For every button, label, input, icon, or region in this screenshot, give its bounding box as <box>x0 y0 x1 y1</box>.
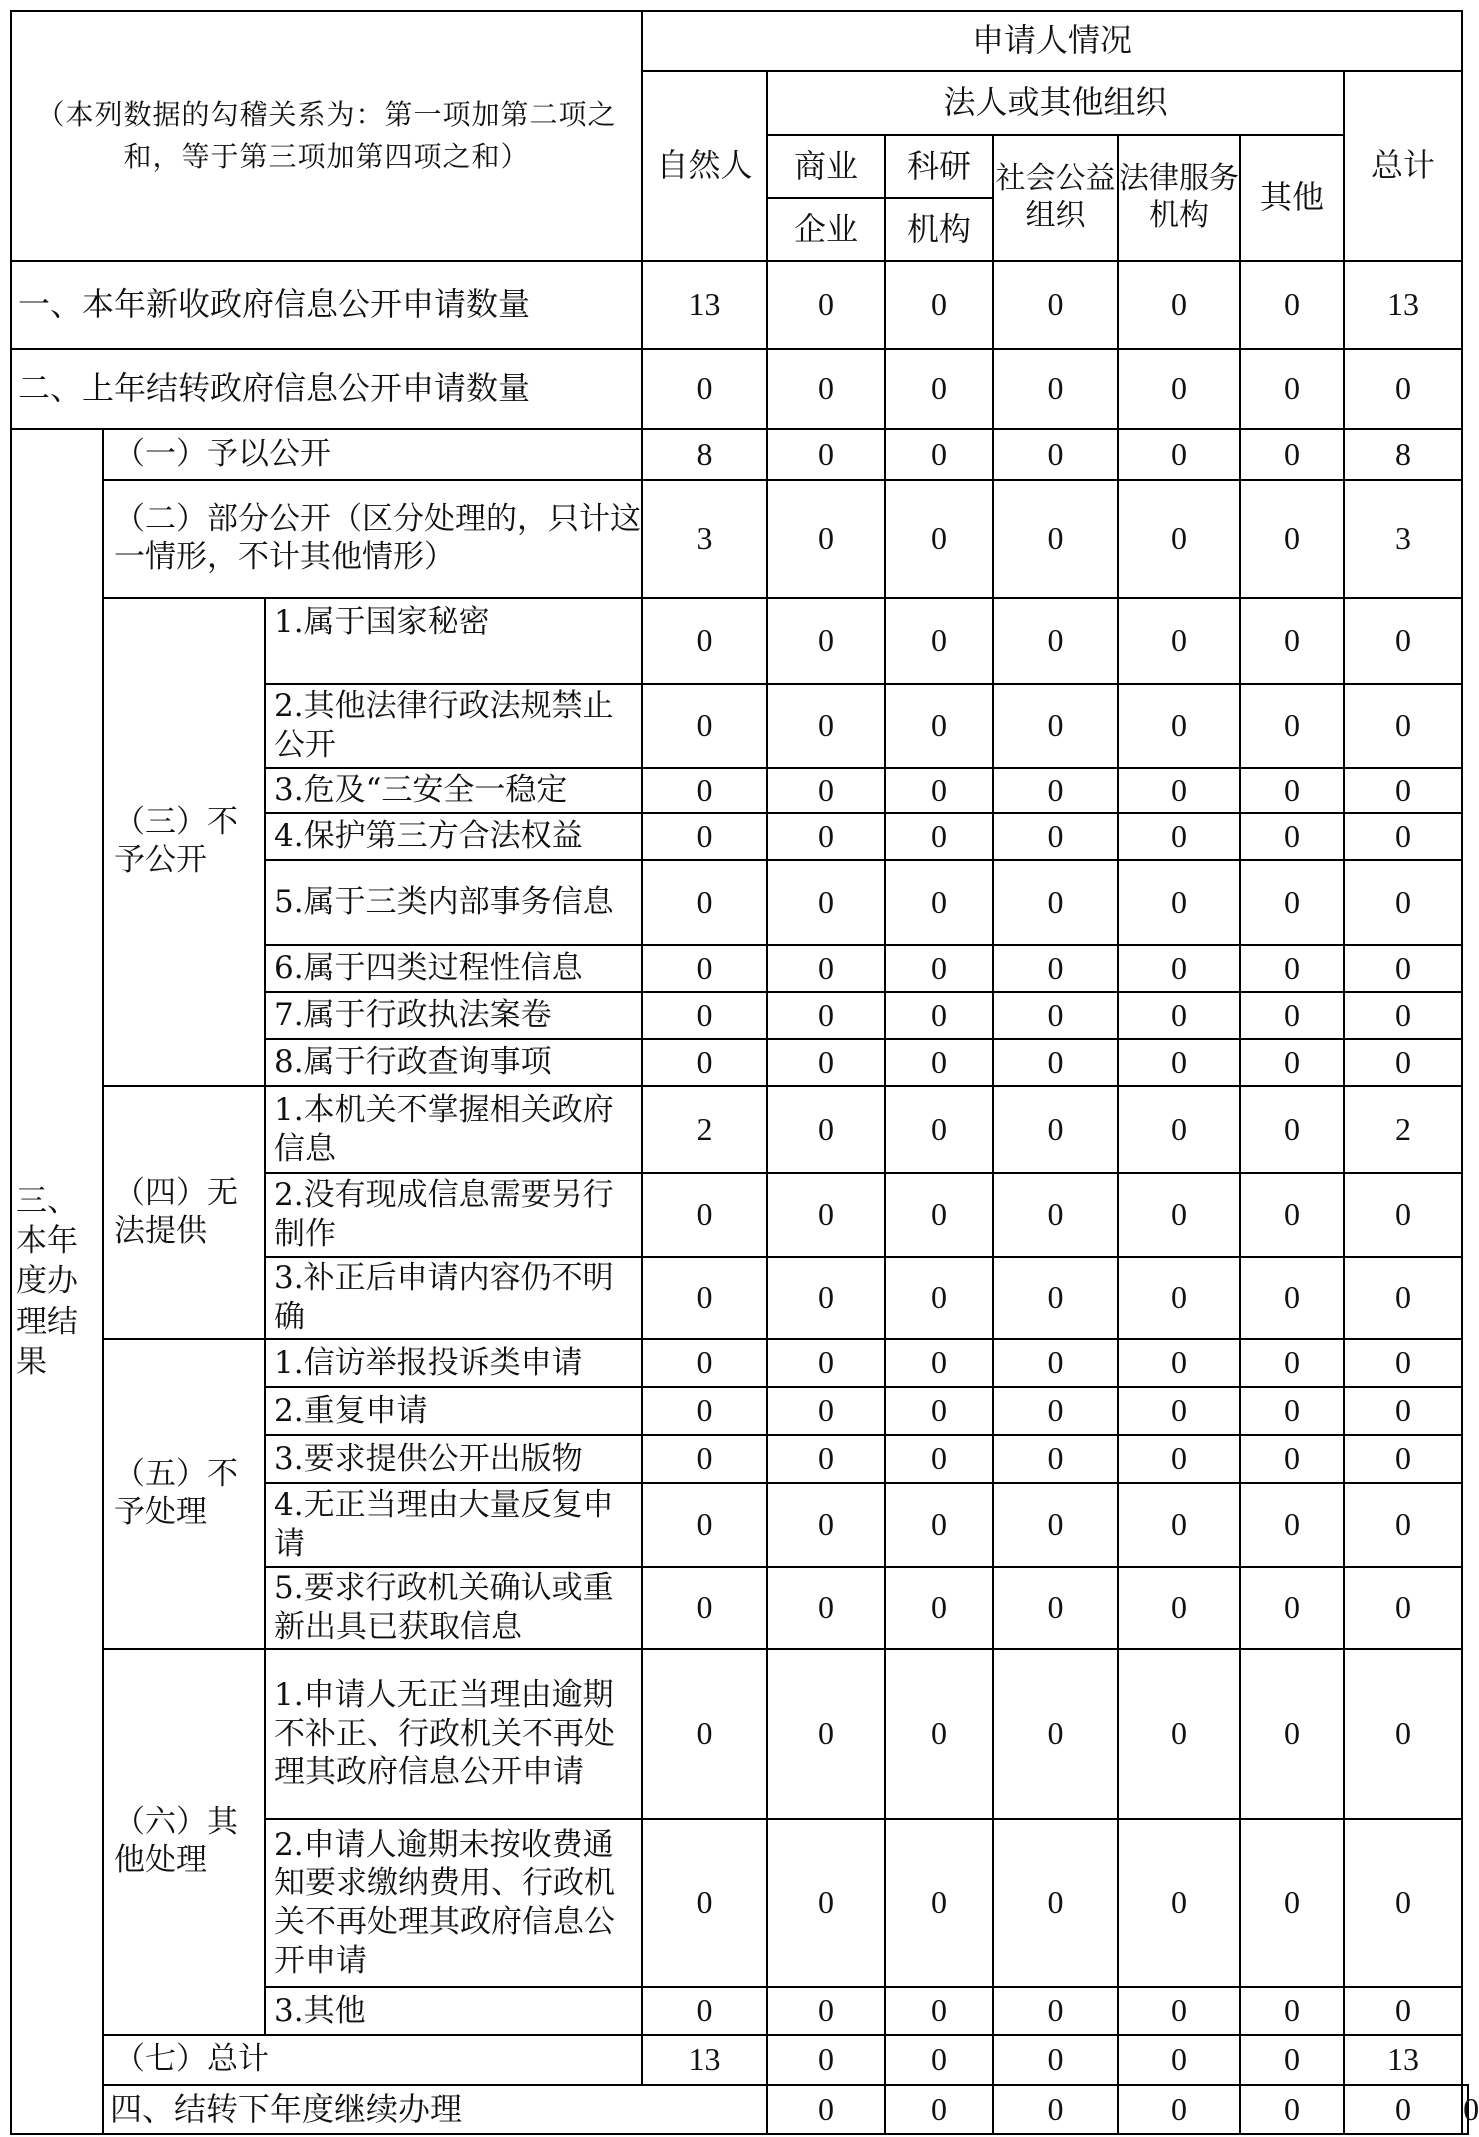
value-cell: 0 <box>767 1257 885 1339</box>
value-cell: 0 <box>885 1483 993 1567</box>
business-header <box>767 135 885 261</box>
value-cell: 0 <box>1240 768 1344 813</box>
value-cell: 0 <box>1344 684 1462 768</box>
value-cell: 0 <box>1240 860 1344 945</box>
value-cell: 0 <box>885 1649 993 1819</box>
value-cell: 0 <box>885 1567 993 1649</box>
item-label: 2.重复申请 <box>265 1387 642 1435</box>
category-disclosed-label: （一）予以公开 <box>103 429 642 480</box>
value-cell: 0 <box>1240 1086 1344 1173</box>
value-cell: 0 <box>885 261 993 349</box>
value-cell: 0 <box>1118 349 1240 429</box>
category-other-handling-label: （六）其他处理 <box>103 1649 265 2035</box>
value-cell: 0 <box>1118 598 1240 684</box>
value-cell: 0 <box>993 598 1118 684</box>
research-header-bottom: 机构 <box>907 209 972 248</box>
value-cell: 0 <box>642 813 767 860</box>
value-cell: 0 <box>1118 2085 1240 2134</box>
value-cell: 0 <box>767 684 885 768</box>
value-cell: 3 <box>1344 480 1462 598</box>
value-cell: 0 <box>642 1173 767 1257</box>
value-cell: 0 <box>1240 1987 1344 2035</box>
value-cell: 0 <box>993 1435 1118 1483</box>
value-cell: 0 <box>642 598 767 684</box>
value-cell: 0 <box>767 1649 885 1819</box>
value-cell: 0 <box>1118 768 1240 813</box>
value-cell: 0 <box>767 429 885 480</box>
value-cell: 0 <box>767 349 885 429</box>
value-cell: 0 <box>885 429 993 480</box>
legal-service-header: 法律服务机构 <box>1118 135 1240 261</box>
value-cell: 0 <box>993 992 1118 1039</box>
value-cell: 0 <box>1462 2085 1468 2134</box>
category-total-label: （七）总计 <box>103 2035 642 2085</box>
value-cell: 0 <box>885 945 993 992</box>
value-cell: 0 <box>1240 684 1344 768</box>
value-cell: 0 <box>642 1483 767 1567</box>
value-cell: 0 <box>885 349 993 429</box>
value-cell: 0 <box>1240 1567 1344 1649</box>
value-cell: 0 <box>642 945 767 992</box>
value-cell: 0 <box>885 2035 993 2085</box>
research-header-top: 科研 <box>886 136 992 199</box>
row-new-applications-label: 一、本年新收政府信息公开申请数量 <box>11 261 642 349</box>
item-label: 2.申请人逾期未按收费通知要求缴纳费用、行政机关不再处理其政府信息公开申请 <box>265 1819 642 1987</box>
value-cell: 0 <box>1240 1173 1344 1257</box>
item-label: 1.信访举报投诉类申请 <box>265 1339 642 1387</box>
value-cell: 0 <box>993 813 1118 860</box>
item-label: 3.其他 <box>265 1987 642 2035</box>
value-cell: 0 <box>1240 813 1344 860</box>
value-cell: 0 <box>993 1987 1118 2035</box>
row-carryover-applications-label: 二、上年结转政府信息公开申请数量 <box>11 349 642 429</box>
value-cell: 0 <box>1240 1257 1344 1339</box>
value-cell: 0 <box>642 684 767 768</box>
value-cell: 0 <box>1118 2035 1240 2085</box>
value-cell: 0 <box>1118 1339 1240 1387</box>
report-sheet <box>10 10 1479 2128</box>
value-cell: 0 <box>885 1435 993 1483</box>
value-cell: 0 <box>767 1387 885 1435</box>
value-cell: 0 <box>1240 261 1344 349</box>
value-cell: 0 <box>993 1339 1118 1387</box>
value-cell: 0 <box>885 1086 993 1173</box>
value-cell: 0 <box>993 1086 1118 1173</box>
value-cell: 0 <box>1118 1173 1240 1257</box>
value-cell: 0 <box>993 945 1118 992</box>
value-cell: 0 <box>993 1649 1118 1819</box>
value-cell: 0 <box>767 2085 885 2134</box>
value-cell: 0 <box>1344 1173 1462 1257</box>
value-cell: 0 <box>767 992 885 1039</box>
category-unable-to-provide-label: （四）无法提供 <box>103 1086 265 1339</box>
value-cell: 0 <box>642 860 767 945</box>
value-cell: 0 <box>993 1483 1118 1567</box>
value-cell: 0 <box>993 2085 1118 2134</box>
value-cell: 0 <box>1344 1987 1462 2035</box>
value-cell: 0 <box>993 349 1118 429</box>
item-label: 3.要求提供公开出版物 <box>265 1435 642 1483</box>
value-cell: 0 <box>1118 1483 1240 1567</box>
item-label: 8.属于行政查询事项 <box>265 1039 642 1086</box>
value-cell: 8 <box>1344 429 1462 480</box>
value-cell: 8 <box>642 429 767 480</box>
value-cell: 0 <box>767 1987 885 2035</box>
category-not-disclosed-label: （三）不予公开 <box>103 598 265 1086</box>
value-cell: 0 <box>1240 2035 1344 2085</box>
value-cell: 0 <box>1118 1649 1240 1819</box>
value-cell: 0 <box>767 945 885 992</box>
value-cell: 0 <box>885 2085 993 2134</box>
value-cell: 0 <box>642 1435 767 1483</box>
column-relation-note: （本列数据的勾稽关系为：第一项加第二项之和，等于第三项加第四项之和） <box>11 11 642 261</box>
value-cell: 0 <box>767 860 885 945</box>
value-cell: 13 <box>1344 261 1462 349</box>
value-cell: 0 <box>767 1339 885 1387</box>
item-label: 3.补正后申请内容仍不明确 <box>265 1257 642 1339</box>
item-label: 1.申请人无正当理由逾期不补正、行政机关不再处理其政府信息公开申请 <box>265 1649 642 1819</box>
value-cell: 0 <box>642 768 767 813</box>
applicant-header: 申请人情况 <box>642 11 1462 71</box>
value-cell: 0 <box>993 1173 1118 1257</box>
value-cell: 0 <box>1344 768 1462 813</box>
value-cell: 0 <box>993 684 1118 768</box>
value-cell: 0 <box>885 598 993 684</box>
value-cell: 0 <box>1344 1339 1462 1387</box>
item-label: 3.危及“三安全一稳定 <box>265 768 642 813</box>
value-cell: 3 <box>642 480 767 598</box>
item-label: 4.无正当理由大量反复申请 <box>265 1483 642 1567</box>
value-cell: 0 <box>993 1039 1118 1086</box>
item-label: 7.属于行政执法案卷 <box>265 992 642 1039</box>
value-cell: 0 <box>642 1339 767 1387</box>
value-cell: 0 <box>642 992 767 1039</box>
value-cell: 0 <box>1344 1039 1462 1086</box>
total-header: 总计 <box>1344 71 1462 261</box>
social-org-header: 社会公益组织 <box>993 135 1118 261</box>
value-cell: 0 <box>993 480 1118 598</box>
value-cell: 0 <box>885 480 993 598</box>
item-label: 4.保护第三方合法权益 <box>265 813 642 860</box>
value-cell: 0 <box>767 598 885 684</box>
value-cell: 0 <box>1118 1435 1240 1483</box>
value-cell: 0 <box>1344 813 1462 860</box>
value-cell: 0 <box>767 1435 885 1483</box>
category-not-processed-label: （五）不予处理 <box>103 1339 265 1649</box>
other-header: 其他 <box>1240 135 1344 261</box>
value-cell: 0 <box>993 1567 1118 1649</box>
value-cell: 0 <box>642 1987 767 2035</box>
value-cell: 0 <box>1344 1387 1462 1435</box>
value-cell: 0 <box>1118 1257 1240 1339</box>
value-cell: 0 <box>993 429 1118 480</box>
value-cell: 0 <box>1118 860 1240 945</box>
value-cell: 0 <box>1344 1257 1462 1339</box>
value-cell: 0 <box>1240 1435 1344 1483</box>
value-cell: 0 <box>1240 349 1344 429</box>
value-cell: 0 <box>1240 1819 1344 1987</box>
value-cell: 0 <box>642 1567 767 1649</box>
value-cell: 0 <box>1344 992 1462 1039</box>
value-cell: 0 <box>642 1039 767 1086</box>
gov-info-disclosure-table <box>10 10 1479 2135</box>
value-cell: 0 <box>1240 2085 1344 2134</box>
value-cell: 0 <box>767 480 885 598</box>
value-cell: 0 <box>767 1173 885 1257</box>
value-cell: 0 <box>1118 992 1240 1039</box>
value-cell: 0 <box>993 860 1118 945</box>
value-cell: 2 <box>642 1086 767 1173</box>
value-cell: 0 <box>642 1387 767 1435</box>
category-partially-disclosed-label: （二）部分公开（区分处理的，只计这一情形，不计其他情形） <box>103 480 642 598</box>
value-cell: 0 <box>1118 1086 1240 1173</box>
value-cell: 0 <box>767 768 885 813</box>
value-cell: 0 <box>1240 1339 1344 1387</box>
value-cell: 0 <box>885 1987 993 2035</box>
value-cell: 0 <box>1240 1387 1344 1435</box>
value-cell: 0 <box>767 2035 885 2085</box>
value-cell: 0 <box>767 1819 885 1987</box>
value-cell: 0 <box>1118 429 1240 480</box>
item-label: 5.属于三类内部事务信息 <box>265 860 642 945</box>
value-cell: 0 <box>1118 945 1240 992</box>
value-cell: 0 <box>767 813 885 860</box>
value-cell: 0 <box>885 992 993 1039</box>
value-cell: 0 <box>993 768 1118 813</box>
value-cell: 0 <box>993 261 1118 349</box>
item-label: 1.本机关不掌握相关政府信息 <box>265 1086 642 1173</box>
value-cell: 0 <box>885 684 993 768</box>
research-header <box>885 135 993 261</box>
value-cell: 0 <box>642 1257 767 1339</box>
value-cell: 0 <box>993 2035 1118 2085</box>
value-cell: 0 <box>885 1819 993 1987</box>
value-cell: 0 <box>1118 1039 1240 1086</box>
value-cell: 0 <box>642 349 767 429</box>
value-cell: 0 <box>642 1819 767 1987</box>
value-cell: 0 <box>1344 945 1462 992</box>
value-cell: 0 <box>1118 261 1240 349</box>
value-cell: 0 <box>1344 1483 1462 1567</box>
value-cell: 0 <box>885 768 993 813</box>
value-cell: 0 <box>1118 1567 1240 1649</box>
value-cell: 0 <box>1240 1039 1344 1086</box>
value-cell: 0 <box>1118 813 1240 860</box>
value-cell: 2 <box>1344 1086 1462 1173</box>
value-cell: 0 <box>993 1257 1118 1339</box>
value-cell: 13 <box>1344 2035 1462 2085</box>
value-cell: 13 <box>642 261 767 349</box>
value-cell: 0 <box>885 1339 993 1387</box>
value-cell: 0 <box>1344 2085 1462 2134</box>
value-cell: 0 <box>767 261 885 349</box>
value-cell: 0 <box>1344 1435 1462 1483</box>
item-label: 5.要求行政机关确认或重新出具已获取信息 <box>265 1567 642 1649</box>
value-cell: 0 <box>1118 1387 1240 1435</box>
value-cell: 0 <box>1240 598 1344 684</box>
value-cell: 0 <box>1344 1567 1462 1649</box>
value-cell: 13 <box>642 2035 767 2085</box>
item-label: 1.属于国家秘密 <box>265 598 642 684</box>
value-cell: 0 <box>885 1039 993 1086</box>
value-cell: 0 <box>767 1567 885 1649</box>
legal-org-header: 法人或其他组织 <box>767 71 1344 135</box>
item-label: 2.其他法律行政法规禁止公开 <box>265 684 642 768</box>
value-cell: 0 <box>1118 1819 1240 1987</box>
value-cell: 0 <box>885 1257 993 1339</box>
item-label: 6.属于四类过程性信息 <box>265 945 642 992</box>
value-cell: 0 <box>1344 349 1462 429</box>
value-cell: 0 <box>1344 860 1462 945</box>
value-cell: 0 <box>885 1387 993 1435</box>
value-cell: 0 <box>1240 480 1344 598</box>
value-cell: 0 <box>1344 598 1462 684</box>
business-header-bottom: 企业 <box>794 209 859 248</box>
value-cell: 0 <box>767 1039 885 1086</box>
value-cell: 0 <box>642 1649 767 1819</box>
value-cell: 0 <box>1118 684 1240 768</box>
value-cell: 0 <box>993 1387 1118 1435</box>
business-header-top: 商业 <box>768 136 884 199</box>
value-cell: 0 <box>885 860 993 945</box>
value-cell: 0 <box>1240 429 1344 480</box>
value-cell: 0 <box>1240 992 1344 1039</box>
value-cell: 0 <box>1240 1483 1344 1567</box>
value-cell: 0 <box>1118 480 1240 598</box>
value-cell: 0 <box>1240 945 1344 992</box>
row-carry-forward-label: 四、结转下年度继续办理 <box>103 2085 767 2134</box>
value-cell: 0 <box>1344 1819 1462 1987</box>
value-cell: 0 <box>885 813 993 860</box>
value-cell: 0 <box>1118 1987 1240 2035</box>
item-label: 2.没有现成信息需要另行制作 <box>265 1173 642 1257</box>
value-cell: 0 <box>767 1483 885 1567</box>
value-cell: 0 <box>767 1086 885 1173</box>
natural-person-header: 自然人 <box>642 71 767 261</box>
section-processing-results-label: 三、本年度办理结果 <box>11 429 103 2134</box>
value-cell: 0 <box>1240 1649 1344 1819</box>
value-cell: 0 <box>885 1173 993 1257</box>
value-cell: 0 <box>993 1819 1118 1987</box>
value-cell: 0 <box>1344 1649 1462 1819</box>
